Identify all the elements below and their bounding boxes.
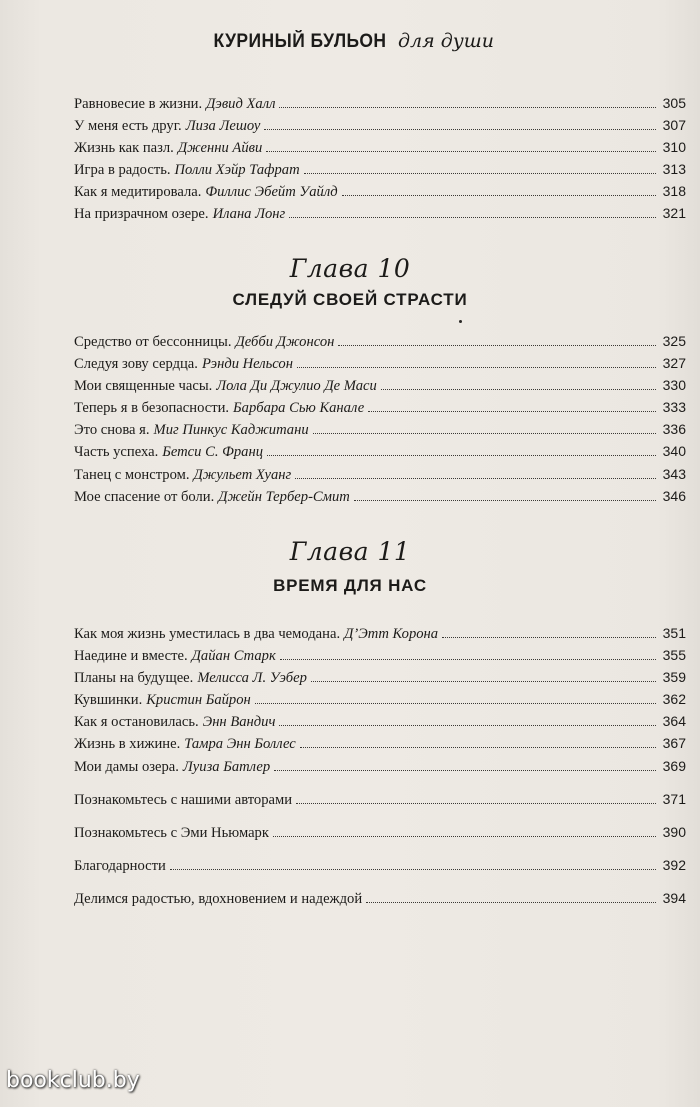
toc-entry-author: Дженни Айви <box>177 140 263 157</box>
toc-entry-author: Лиза Лешоу <box>185 118 261 135</box>
toc-entry-title: Игра в радость. <box>74 162 171 179</box>
toc-entry-title: Познакомьтесь с нашими авторами <box>74 791 293 808</box>
chapter-11-number: Глава 11 <box>289 537 411 566</box>
dot-leader <box>368 411 656 412</box>
toc-entry-title: Познакомьтесь с Эми Ньюмарк <box>74 824 269 841</box>
toc-entry-author: Мелисса Л. Уэбер <box>197 670 307 687</box>
toc-entry-page: 318 <box>662 183 686 200</box>
toc-entry-title: Мои дамы озера. <box>74 758 179 775</box>
dot-leader <box>381 389 656 390</box>
toc-entry-page: 394 <box>662 889 686 906</box>
dot-leader <box>280 659 656 660</box>
dot-leader <box>255 703 656 704</box>
toc-entry-title: Кувшинки. <box>74 692 143 709</box>
toc-backmatter-entry[interactable] <box>74 821 686 843</box>
toc-entry-page: 367 <box>662 735 686 752</box>
toc-entry-page: 351 <box>662 625 686 641</box>
toc-entry-title: Жизнь как пазл. <box>74 140 174 157</box>
header-script: для души <box>397 30 495 52</box>
chapter-10-title: СЛЕДУЙ СВОЕЙ СТРАСТИ <box>232 290 468 309</box>
toc-entry[interactable] <box>74 688 686 710</box>
dot-leader <box>274 770 656 771</box>
toc-entry-author: Дебби Джонсон <box>235 334 335 350</box>
toc-entry-title: Благодарности <box>74 857 166 874</box>
dot-leader <box>442 637 656 638</box>
toc-entry-title: Мое спасение от боли. <box>74 488 215 505</box>
toc-section-chapter-11 <box>74 622 686 909</box>
toc-entry-page: 336 <box>662 421 686 438</box>
dot-leader <box>295 478 656 479</box>
toc-entry-author: Лола Ди Джулио Де Маси <box>216 378 377 395</box>
toc-entry[interactable] <box>74 622 686 644</box>
toc-entry[interactable] <box>74 158 686 180</box>
toc-entry-title: Жизнь в хижине. <box>74 736 181 753</box>
toc-entry-title: Следуя зову сердца. <box>74 356 198 373</box>
dot-leader <box>313 433 656 434</box>
toc-entry[interactable] <box>74 440 686 462</box>
toc-backmatter-entry[interactable] <box>74 854 686 876</box>
toc-entry-title: Танец с монстром. <box>74 466 190 483</box>
toc-entry-author: Миг Пинкус Каджитани <box>153 422 309 439</box>
toc-entry[interactable] <box>74 202 686 224</box>
dot-leader <box>296 803 656 804</box>
dot-leader <box>342 195 656 196</box>
toc-entry-title: Делимся радостью, вдохновением и надеждой <box>74 890 363 907</box>
toc-entry-title: Равновесие в жизни. <box>74 96 203 112</box>
toc-entry[interactable] <box>74 666 686 688</box>
toc-entry-page: 321 <box>662 205 686 222</box>
toc-entry-title: На призрачном озере. <box>74 206 209 223</box>
toc-entry-title: Как моя жизнь уместилась в два чемодана. <box>74 626 341 642</box>
toc-backmatter-entry[interactable] <box>74 887 686 909</box>
toc-entry-author: Рэнди Нельсон <box>201 356 293 373</box>
dot-leader <box>300 747 656 748</box>
dot-leader <box>264 129 656 130</box>
toc-entry-page: 371 <box>662 790 686 807</box>
toc-entry[interactable] <box>74 136 686 158</box>
toc-entry-author: Дайан Старк <box>191 648 276 665</box>
toc-entry[interactable] <box>74 644 686 666</box>
dot-leader <box>279 107 656 108</box>
dot-leader <box>304 173 656 174</box>
toc-backmatter-entry[interactable] <box>74 788 686 810</box>
toc-entry-page: 305 <box>662 95 686 111</box>
toc-entry-author: Джульет Хуанг <box>193 466 292 483</box>
toc-entry-page: 333 <box>662 399 686 416</box>
toc-entry-title: Мои священные часы. <box>74 378 213 395</box>
toc-entry-page: 359 <box>662 669 686 686</box>
toc-entry-title: Наедине и вместе. <box>74 648 188 665</box>
toc-entry-author: Джейн Тербер-Смит <box>218 488 350 505</box>
toc-entry[interactable] <box>74 710 686 732</box>
toc-entry[interactable] <box>74 92 686 114</box>
toc-entry-author: Илана Лонг <box>212 206 286 223</box>
toc-entry-page: 340 <box>662 443 686 460</box>
site-watermark: bookclub.by <box>6 1068 140 1093</box>
toc-entry-page: 325 <box>662 333 686 349</box>
toc-entry-page: 313 <box>662 161 686 178</box>
toc-entry-page: 392 <box>662 856 686 873</box>
toc-entry-page: 307 <box>662 117 686 134</box>
toc-entry-author: Тамра Энн Боллес <box>184 736 296 753</box>
toc-entry-page: 369 <box>662 757 686 774</box>
toc-entry[interactable] <box>74 732 686 754</box>
dot-leader <box>267 455 656 456</box>
toc-entry-author: Барбара Сью Канале <box>233 400 365 417</box>
toc-entry[interactable] <box>74 485 686 507</box>
toc-entry-author: Д’Этт Корона <box>344 626 439 642</box>
toc-entry-title: Это снова я. <box>74 422 150 439</box>
toc-entry-title: Как я остановилась. <box>74 714 199 731</box>
dot-leader <box>297 367 656 368</box>
toc-entry[interactable] <box>74 463 686 485</box>
dot-leader <box>366 902 656 903</box>
dot-leader <box>289 217 656 218</box>
chapter-11-title: ВРЕМЯ ДЛЯ НАС <box>273 576 427 595</box>
toc-entry-author: Луиза Батлер <box>182 758 271 775</box>
dot-leader <box>311 681 656 682</box>
toc-entry[interactable] <box>74 396 686 418</box>
stray-dot <box>459 320 462 323</box>
header-caps: КУРИНЫЙ БУЛЬОН <box>213 31 387 52</box>
toc-entry-author: Кристин Байрон <box>146 692 251 709</box>
dot-leader <box>354 500 656 501</box>
toc-entry-page: 362 <box>662 691 686 708</box>
toc-entry-author: Полли Хэйр Тафрат <box>174 162 300 179</box>
toc-entry-page: 346 <box>662 487 686 504</box>
toc-entry-author: Энн Вандич <box>202 714 276 731</box>
toc-entry-page: 327 <box>662 355 686 372</box>
toc-entry-page: 355 <box>662 647 686 664</box>
toc-entry-author: Филлис Эбейт Уайлд <box>205 184 338 201</box>
toc-entry-author: Бетси С. Франц <box>162 444 263 461</box>
toc-entry[interactable] <box>74 180 686 202</box>
toc-section-chapter-10 <box>74 330 686 507</box>
dot-leader <box>273 836 656 837</box>
dot-leader <box>266 151 656 152</box>
toc-entry[interactable] <box>74 330 686 352</box>
toc-entry-page: 310 <box>662 139 686 156</box>
toc-entry-title: Средство от бессонницы. <box>74 334 232 350</box>
chapter-10-number: Глава 10 <box>289 254 411 283</box>
toc-entry[interactable] <box>74 374 686 396</box>
dot-leader <box>279 725 656 726</box>
toc-entry-author: Дэвид Халл <box>206 96 276 112</box>
toc-entry-title: Часть успеха. <box>74 444 159 461</box>
dot-leader <box>170 869 656 870</box>
toc-entry-page: 364 <box>662 713 686 730</box>
toc-entry[interactable] <box>74 418 686 440</box>
toc-entry-page: 330 <box>662 377 686 394</box>
toc-entry[interactable] <box>74 352 686 374</box>
toc-entry-title: Теперь я в безопасности. <box>74 400 230 417</box>
toc-entry-page: 343 <box>662 465 686 482</box>
toc-entry[interactable] <box>74 114 686 136</box>
toc-entry-title: Планы на будущее. <box>74 670 194 687</box>
toc-entry-title: У меня есть друг. <box>74 118 182 135</box>
toc-entry[interactable] <box>74 755 686 777</box>
running-header <box>0 30 700 53</box>
dot-leader <box>338 345 656 346</box>
toc-section-top <box>74 92 686 225</box>
toc-entry-title: Как я медитировала. <box>74 184 202 201</box>
toc-entry-page: 390 <box>662 823 686 840</box>
